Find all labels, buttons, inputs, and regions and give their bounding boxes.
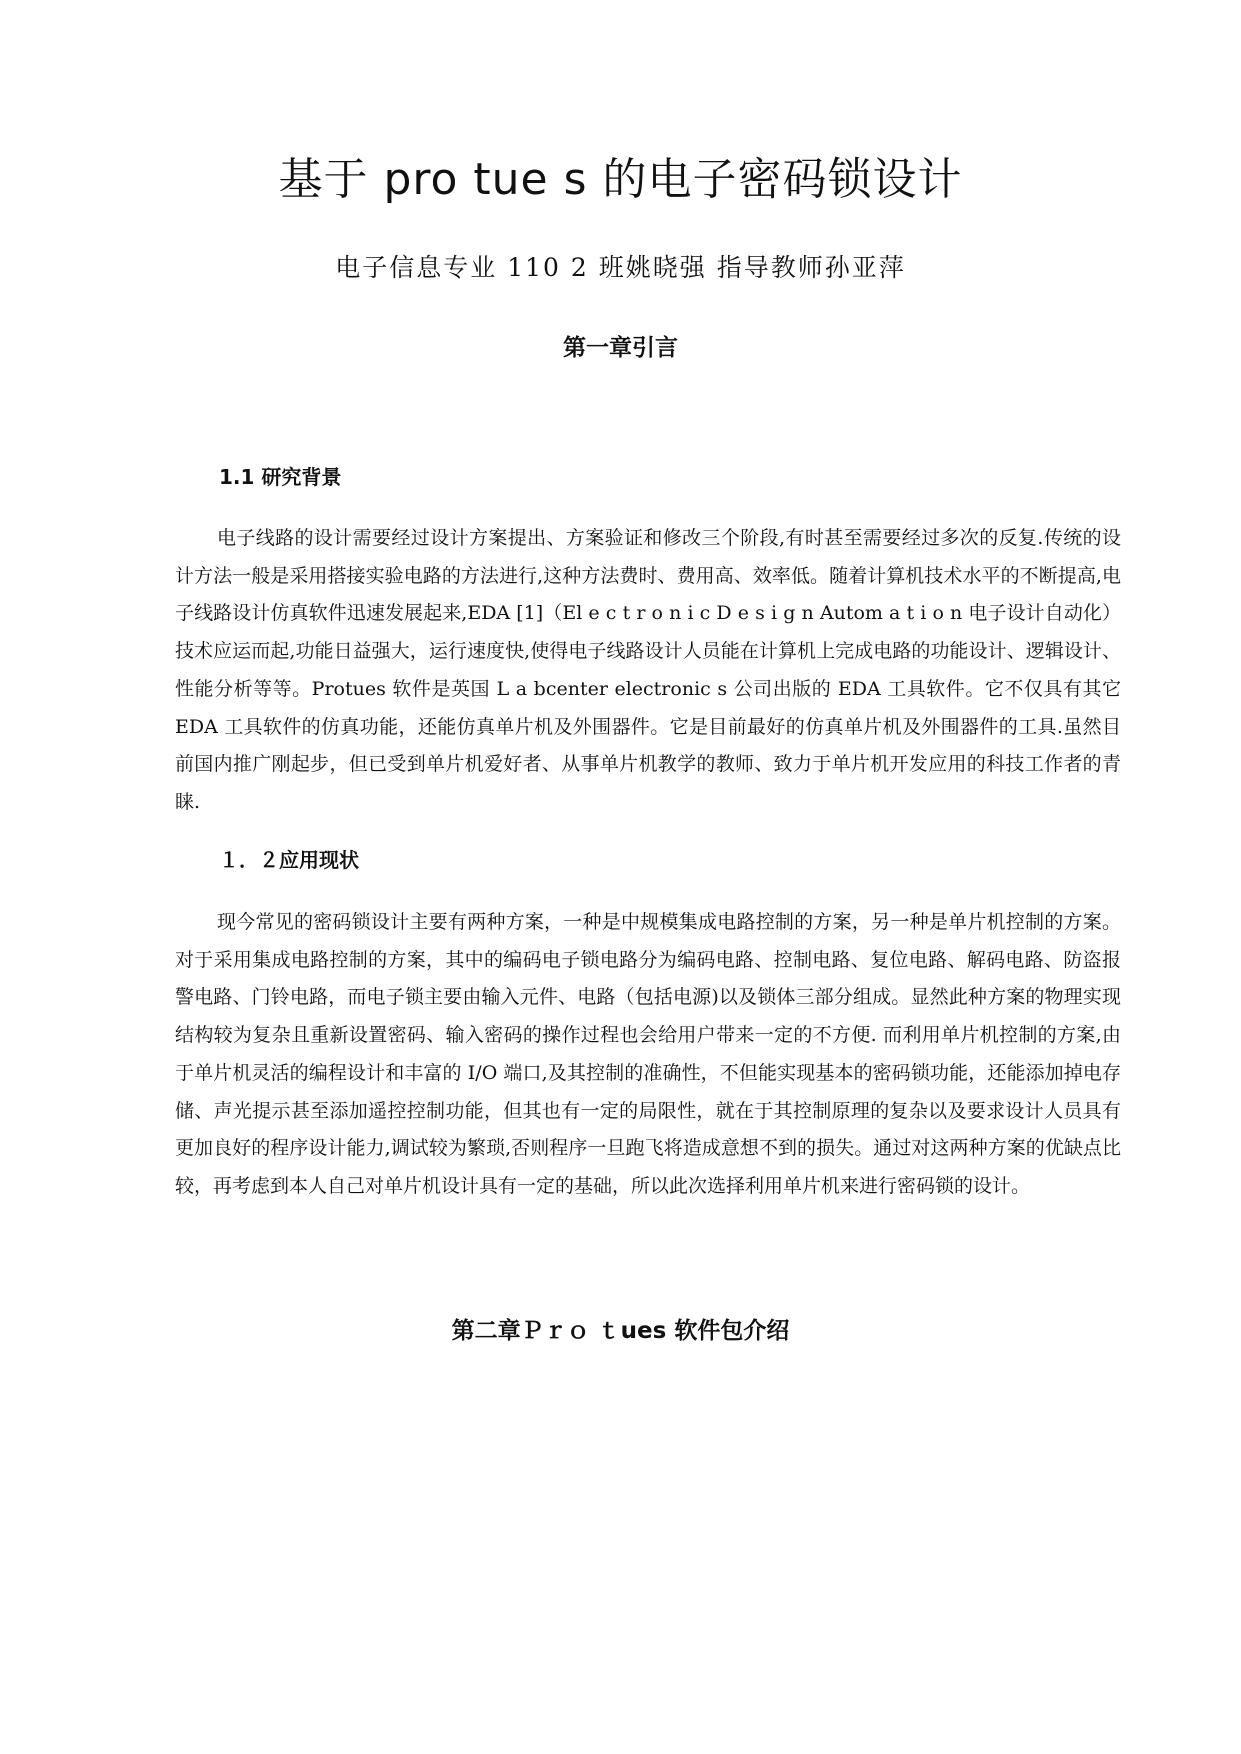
section-1-2-heading: １．２应用现状 <box>219 848 359 872</box>
document-title: 基于 pro tue s 的电子密码锁设计 <box>278 154 963 205</box>
chapter-2-heading: 第二章Ｐｒｏ ｔues 软件包介绍 <box>451 1318 790 1344</box>
section-1-1-heading: 1.1 研究背景 <box>219 465 342 489</box>
author-byline: 电子信息专业 110 2 班姚晓强 指导教师孙亚萍 <box>335 253 906 282</box>
chapter-1-heading: 第一章引言 <box>563 335 678 361</box>
paragraph-application-status: 现今常见的密码锁设计主要有两种方案，一种是中规模集成电路控制的方案，另一种是单片机控制的方案。对于采用集成电路控制的方案，其中的编码电子锁电路分为编码电路、控制电路、复位电路、解码电路、防盗报警电路、门铃电路，而电子锁主要由输入元件、电路（包括电源)以及锁体三部分组成。显然此种方案的物理实现结构较为复杂且重新设置密码、输入密码的操作过程也会给用户带来一定的不方便. 而利用单片机控制的方案,由于单片机灵活的编程设计和丰富的 I/O 端口,及其控制的准确性，不但能实现基本的密码锁功能，还能添加掉电存储、声光提示甚至添加遥控控制功能，但其也有一定的局限性，就在于其控制原理的复杂以及要求设计人员具有更加良好的程序设计能力,调试较为繁琐,否则程序一旦跑飞将造成意想不到的损失。通过对这两种方案的优缺点比较，再考虑到本人自己对单片机设计具有一定的基础，所以此次选择利用单片机来进行密码锁的设计。 <box>175 911 1121 1197</box>
paragraph-research-background: 电子线路的设计需要经过设计方案提出、方案验证和修改三个阶段,有时甚至需要经过多次的反复.传统的设计方法一般是采用搭接实验电路的方法进行,这种方法费时、费用高、效率低。随着计算机技术水平的不断提高,电子线路设计仿真软件迅速发展起来,EDA [1]（El e c t r o n i c D e s i g n Autom a t i o n 电子设计自动化）技术应运而起,功能日益强大，运行速度快,使得电子线路设计人员能在计算机上完成电路的功能设计、逻辑设计、性能分析等等。Protues 软件是英国 L a bcenter electronic s 公司出版的 EDA 工具软件。它不仅具有其它 EDA 工具软件的仿真功能，还能仿真单片机及外围器件。它是目前最好的仿真单片机及外围器件的工具.虽然目前国内推广刚起步，但已受到单片机爱好者、从事单片机教学的教师、致力于单片机开发应用的科技工作者的青睐. <box>175 527 1121 813</box>
